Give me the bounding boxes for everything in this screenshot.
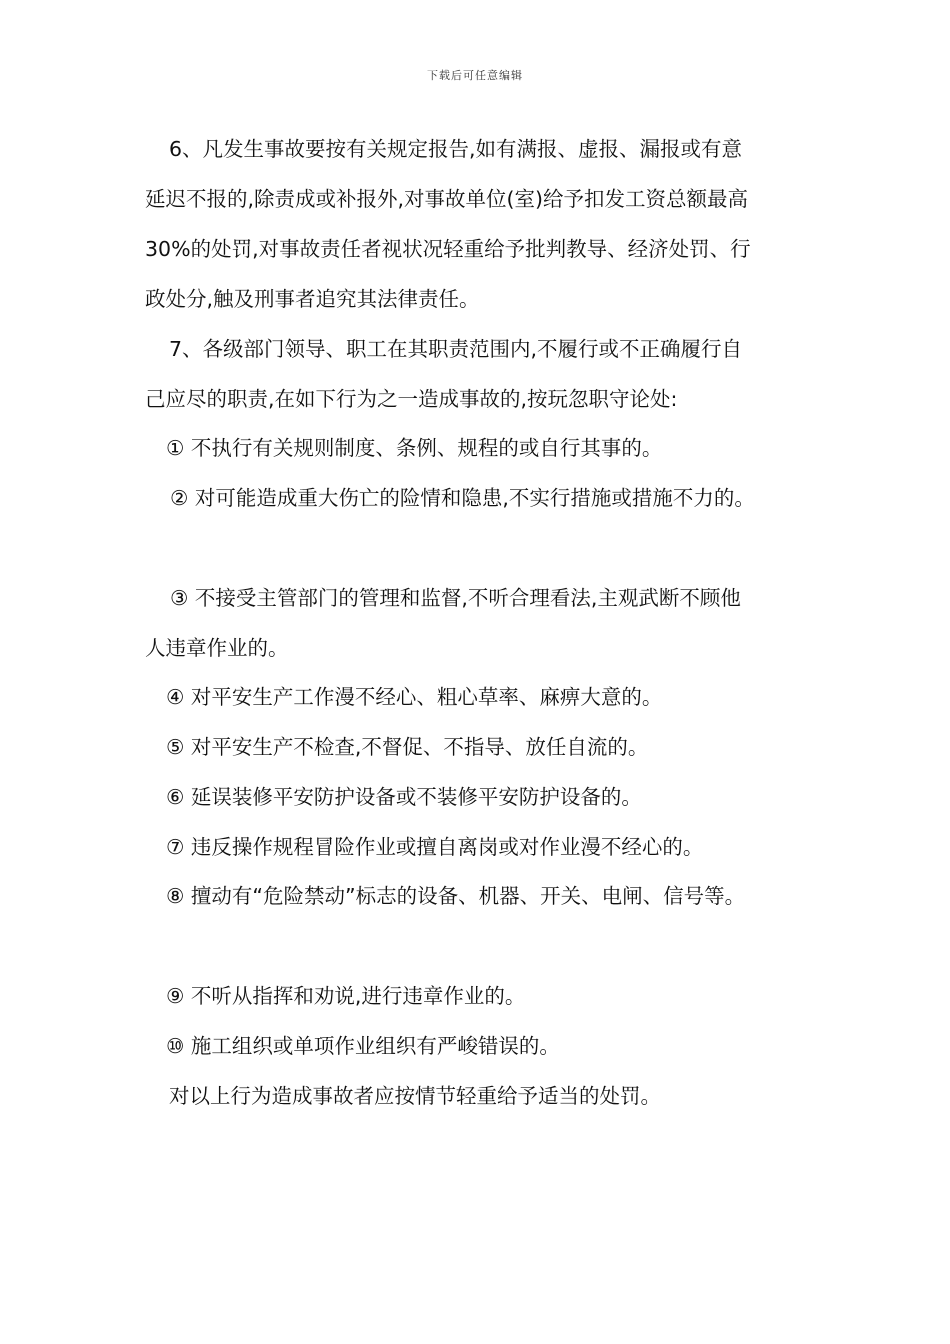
list-item-3: ③ 不接受主管部门的管理和监督,不听合理看法,主观武断不顾他: [170, 586, 741, 610]
paragraph-6-line-3: 30%的处罚,对事故责任者视状况轻重给予批判教导、经济处罚、行: [145, 237, 751, 261]
list-item-10: ⑩ 施工组织或单项作业组织有严峻错误的。: [166, 1034, 560, 1058]
list-item-3-continuation: 人违章作业的。: [145, 636, 289, 660]
paragraph-6-line-4: 政处分,触及刑事者追究其法律责任。: [145, 287, 480, 311]
list-item-5: ⑤ 对平安生产不检查,不督促、不指导、放任自流的。: [166, 735, 649, 759]
closing-sentence: 对以上行为造成事故者应按情节轻重给予适当的处罚。: [169, 1084, 661, 1108]
paragraph-6-line-1: 6、凡发生事故要按有关规定报告,如有满报、虚报、漏报或有意: [169, 137, 743, 161]
paragraph-6-line-2: 延迟不报的,除责成或补报外,对事故单位(室)给予扣发工资总额最高: [145, 187, 749, 211]
page-header: 下载后可任意编辑: [427, 69, 523, 82]
list-item-2: ② 对可能造成重大伤亡的险情和隐患,不实行措施或措施不力的。: [170, 486, 755, 510]
paragraph-7-line-1: 7、各级部门领导、职工在其职责范围内,不履行或不正确履行自: [169, 337, 743, 361]
list-item-4: ④ 对平安生产工作漫不经心、粗心草率、麻痹大意的。: [166, 685, 663, 709]
paragraph-7-line-2: 己应尽的职责,在如下行为之一造成事故的,按玩忽职守论处:: [145, 387, 678, 411]
list-item-9: ⑨ 不听从指挥和劝说,进行违章作业的。: [166, 984, 526, 1008]
list-item-6: ⑥ 延误装修平安防护设备或不装修平安防护设备的。: [166, 785, 642, 809]
list-item-8: ⑧ 擅动有“危险禁动”标志的设备、机器、开关、电闸、信号等。: [166, 884, 746, 908]
list-item-7: ⑦ 违反操作规程冒险作业或擅自离岗或对作业漫不经心的。: [166, 835, 704, 859]
list-item-1: ① 不执行有关规则制度、条例、规程的或自行其事的。: [166, 436, 663, 460]
